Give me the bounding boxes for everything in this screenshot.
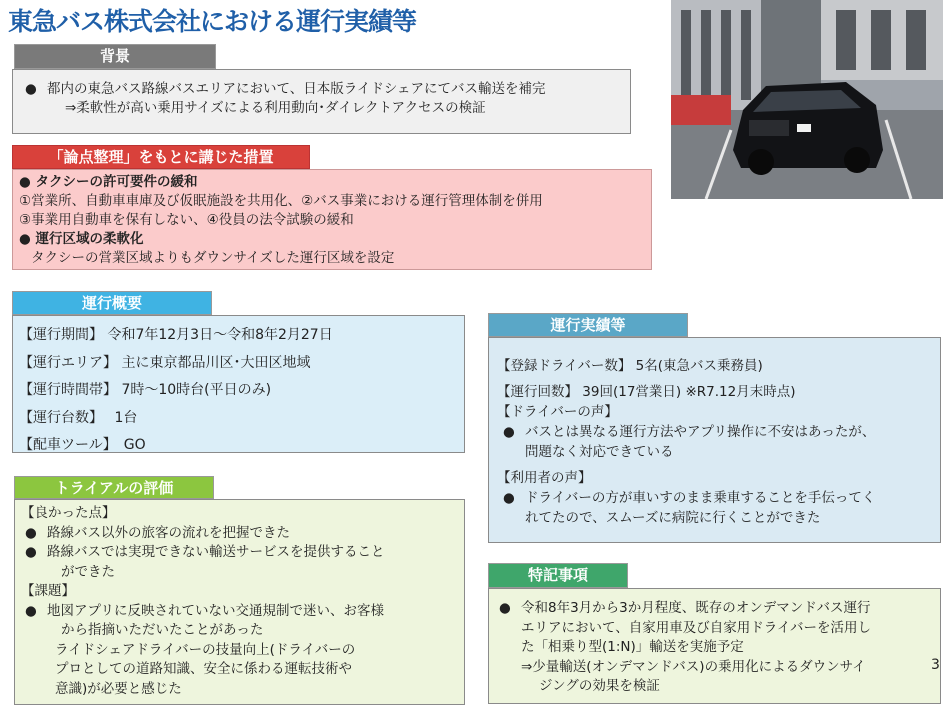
vehicle-photo-illustration: [671, 0, 943, 199]
eval-good-2a: ● 路線バスでは実現できない輸送サービスを提供すること: [21, 543, 464, 563]
results-trips: 【運行回数】 39回(17営業日) ※R7.12月末時点): [497, 384, 796, 400]
eval-issue-1b: から指摘いただいたことがあった: [61, 622, 264, 638]
overview-row-hours: 【運行時間帯】 7時～10時台(平日のみ): [19, 382, 272, 398]
measures-line-2: ③事業用自動車を保有しない、④役員の法令試験の緩和: [19, 212, 354, 228]
eval-issue-2c: 意識)が必要と感じた: [55, 680, 182, 697]
overview-row-dispatch-tool: 【配車ツール】 GO: [19, 437, 146, 453]
overview-row-vehicles: 【運行台数】 1台: [19, 409, 138, 426]
special-line-4: ⇒少量輸送(オンデマンドバス)の乗用化によるダウンサイ: [521, 658, 866, 675]
overview-box: [12, 315, 465, 453]
eval-issue-1a: ● 地図アプリに反映されていない交通規制で迷い、お客様: [21, 602, 464, 622]
eval-good-2b: ができた: [61, 563, 115, 580]
background-header: 背景: [14, 44, 216, 69]
bullet-icon: ●: [503, 490, 515, 506]
bullet-icon: ●: [499, 600, 511, 616]
eval-good-1: ● 路線バス以外の旅客の流れを把握できた: [21, 524, 464, 544]
special-header: 特記事項: [488, 563, 628, 588]
results-user-voice-2: れてたので、スムーズに病院に行くことができた: [525, 510, 821, 526]
measures-line-1: ①営業所、自動車車庫及び仮眠施設を共用化、②バス事業における運行管理体制を併用: [19, 193, 543, 209]
page-number: 3: [931, 657, 940, 673]
eval-issue-2a: ライドシェアドライバーの技量向上(ドライバーの: [55, 641, 356, 658]
special-line-2: エリアにおいて、自家用車及び自家用ドライバーを活用し: [521, 619, 872, 636]
results-header: 運行実績等: [488, 313, 688, 337]
measures-heading-1: ● タクシーの許可要件の緩和: [19, 174, 198, 190]
special-box: [488, 588, 941, 704]
background-line-1: ● 都内の東急バス路線バスエリアにおいて、日本版ライドシェアにてバス輸送を補完: [25, 81, 546, 97]
eval-issue-2b: プロとしての道路知識、安全に係わる運転技術や: [55, 661, 352, 677]
evaluation-box: [14, 499, 465, 705]
special-line-1: ● 令和8年3月から3か月程度、既存のオンデマンドバス運行: [499, 599, 940, 619]
measures-header: 「論点整理」をもとに講じた措置: [12, 145, 310, 169]
overview-row-area: 【運行エリア】 主に東京都品川区･大田区地域: [19, 354, 311, 371]
bullet-icon: ●: [25, 81, 37, 97]
page-title: 東急バス株式会社における運行実績等: [8, 7, 417, 36]
overview-header: 運行概要: [12, 291, 212, 315]
special-line-3: た「相乗り型(1:N)」輸送を実施予定: [521, 639, 744, 655]
measures-line-3: タクシーの営業区域よりもダウンサイズした運行区域を設定: [31, 250, 395, 266]
eval-good-label: 【良かった点】: [21, 505, 116, 521]
bullet-icon: ●: [503, 424, 515, 440]
background-line-2: ⇒柔軟性が高い乗用サイズによる利用動向･ダイレクトアクセスの検証: [65, 100, 486, 116]
results-user-voice-label: 【利用者の声】: [497, 470, 592, 486]
measures-heading-2: ● 運行区域の柔軟化: [19, 231, 144, 247]
bullet-icon: ●: [25, 544, 37, 560]
vehicle-photo: [671, 0, 943, 199]
special-line-5: ジングの効果を検証: [539, 678, 660, 694]
results-driver-voice-label: 【ドライバーの声】: [497, 404, 618, 420]
results-driver-voice-2: 問題なく対応できている: [525, 444, 674, 460]
results-user-voice-1: ● ドライバーの方が車いすのまま乗車することを手伝ってく: [503, 490, 876, 506]
background-box: [12, 69, 631, 134]
eval-issue-label: 【課題】: [21, 583, 75, 599]
overview-row-period: 【運行期間】 令和7年12月3日～令和8年2月27日: [19, 327, 333, 343]
results-drivers: 【登録ドライバー数】 5名(東急バス乗務員): [497, 358, 763, 374]
results-box: [488, 337, 941, 543]
bullet-icon: ●: [25, 524, 37, 541]
evaluation-header: トライアルの評価: [14, 476, 214, 499]
measures-box: [12, 169, 652, 270]
results-driver-voice-1: ● バスとは異なる運行方法やアプリ操作に不安はあったが、: [503, 424, 876, 440]
bullet-icon: ●: [25, 602, 37, 619]
